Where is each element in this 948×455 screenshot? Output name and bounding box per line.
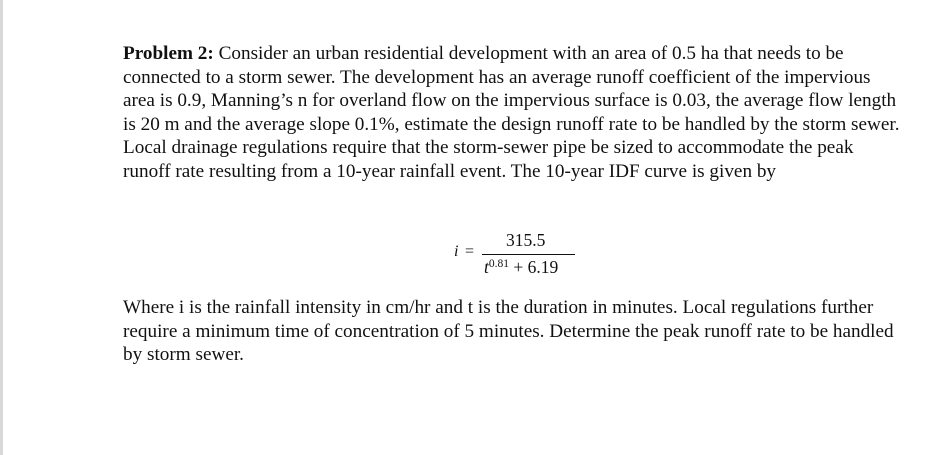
where-paragraph: Where i is the rainfall intensity in cm/hr and t is the duration in minutes. Local regulations further require a minimum time of concentration of 5 minutes. Determine the peak runoff rate to be handled by storm sewer.: [123, 297, 894, 365]
equation-denominator: [484, 257, 558, 278]
left-margin-rule: [0, 0, 3, 455]
denominator-exponent: 0.81: [488, 258, 509, 270]
denominator-constant: + 6.19: [509, 257, 559, 277]
problem-text: Consider an urban residential development with an area of 0.5 ha that needs to be connected to a storm sewer. The development has an average runoff coefficient of the impervious area is 0.9, Manning’s n for overland flow on the impervious surface is 0.03, the average flow length is 20 m and the average slope 0.1%, estimate the design runoff rate to be handled by the storm sewer. Local drainage regulations require that the storm-sewer pipe be sized to accommodate the peak runoff rate resulting from a 10-year rainfall event. The 10-year IDF curve is given by: [123, 43, 900, 182]
problem-paragraph: [123, 42, 903, 183]
idf-equation: [454, 228, 614, 284]
fraction-bar: [482, 254, 575, 255]
where-statement: [123, 296, 913, 367]
equation-lhs: i: [454, 243, 459, 260]
denominator-variable: t: [484, 257, 489, 277]
problem-label: Problem 2:: [123, 43, 214, 64]
equation-equals: =: [465, 243, 475, 260]
equation-numerator: 315.5: [506, 230, 546, 250]
problem-statement: [123, 42, 903, 183]
